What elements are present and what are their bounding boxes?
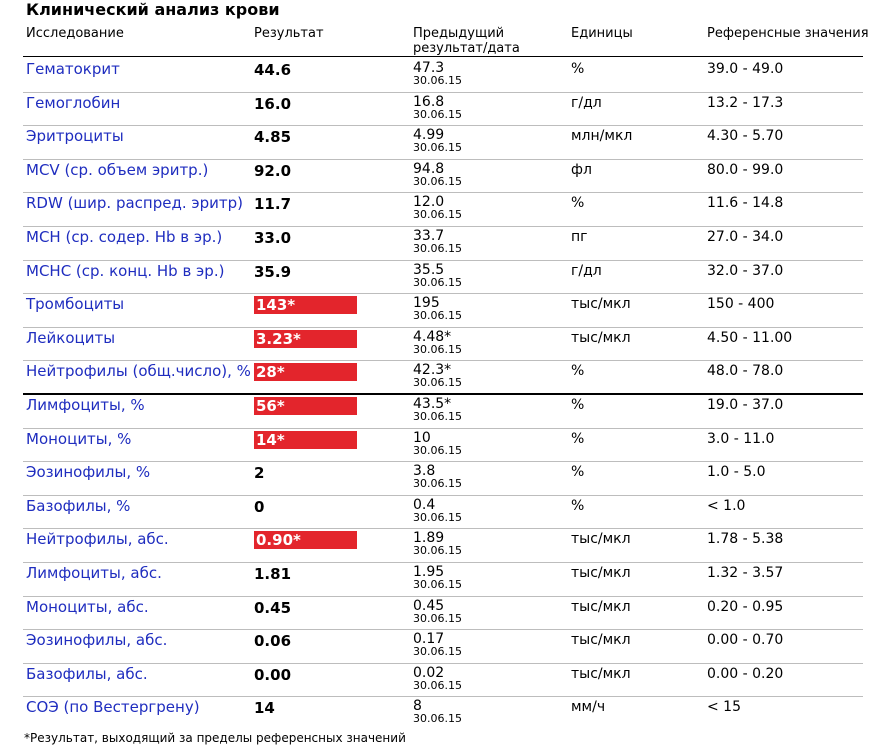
- header-divider: [23, 56, 863, 57]
- test-name: MCHC (ср. конц. Hb в эр.): [26, 262, 225, 280]
- previous-result: 94.8: [413, 161, 445, 177]
- row-divider: [23, 327, 863, 328]
- previous-result: 10: [413, 430, 431, 446]
- reference-range: 0.00 - 0.20: [707, 666, 784, 682]
- test-result: 33.0: [254, 229, 292, 247]
- test-name: MCV (ср. объем эритр.): [26, 161, 209, 179]
- previous-date: 30.06.15: [413, 511, 462, 524]
- previous-result: 0.17: [413, 631, 445, 647]
- units-value: тыс/мкл: [571, 531, 631, 547]
- flagged-result: 28*: [254, 363, 357, 381]
- units-value: %: [571, 498, 585, 514]
- units-value: г/дл: [571, 263, 602, 279]
- test-name: Моноциты, абс.: [26, 598, 149, 616]
- reference-range: 39.0 - 49.0: [707, 61, 784, 77]
- test-name: Нейтрофилы, абс.: [26, 530, 169, 548]
- units-value: %: [571, 431, 585, 447]
- units-value: тыс/мкл: [571, 599, 631, 615]
- test-name: Эритроциты: [26, 127, 124, 145]
- flagged-result: 3.23*: [254, 330, 357, 348]
- row-divider: [23, 159, 863, 160]
- flagged-result: 56*: [254, 397, 357, 415]
- header-units: Единицы: [571, 26, 633, 41]
- previous-date: 30.06.15: [413, 544, 462, 557]
- previous-date: 30.06.15: [413, 679, 462, 692]
- test-result: 0.00: [254, 666, 292, 684]
- previous-result: 33.7: [413, 228, 445, 244]
- row-divider: [23, 596, 863, 597]
- previous-date: 30.06.15: [413, 343, 462, 356]
- row-divider: [23, 293, 863, 294]
- flagged-result: 14*: [254, 431, 357, 449]
- test-name: Эозинофилы, абс.: [26, 631, 168, 649]
- previous-result: 0.4: [413, 497, 436, 513]
- test-name: Моноциты, %: [26, 430, 132, 448]
- test-result: 0.06: [254, 632, 292, 650]
- test-name: Лимфоциты, %: [26, 396, 145, 414]
- reference-range: 0.20 - 0.95: [707, 599, 784, 615]
- previous-result: 0.45: [413, 598, 445, 614]
- previous-result: 4.99: [413, 127, 445, 143]
- units-value: тыс/мкл: [571, 296, 631, 312]
- reference-range: 32.0 - 37.0: [707, 263, 784, 279]
- test-name: RDW (шир. распред. эритр): [26, 194, 243, 212]
- test-name: Лимфоциты, абс.: [26, 564, 162, 582]
- previous-date: 30.06.15: [413, 376, 462, 389]
- row-divider: [23, 92, 863, 93]
- previous-date: 30.06.15: [413, 208, 462, 221]
- previous-date: 30.06.15: [413, 477, 462, 490]
- units-value: %: [571, 61, 585, 77]
- previous-date: 30.06.15: [413, 712, 462, 725]
- test-result: 2: [254, 464, 265, 482]
- units-value: %: [571, 464, 585, 480]
- test-name: Базофилы, абс.: [26, 665, 148, 683]
- reference-range: 27.0 - 34.0: [707, 229, 784, 245]
- previous-result: 42.3*: [413, 362, 452, 378]
- previous-result: 43.5*: [413, 396, 452, 412]
- previous-date: 30.06.15: [413, 410, 462, 423]
- previous-result: 16.8: [413, 94, 445, 110]
- previous-result: 4.48*: [413, 329, 452, 345]
- test-name: Тромбоциты: [26, 295, 125, 313]
- previous-date: 30.06.15: [413, 612, 462, 625]
- test-result: 1.81: [254, 565, 292, 583]
- reference-range: 1.32 - 3.57: [707, 565, 784, 581]
- test-name: Эозинофилы, %: [26, 463, 151, 481]
- units-value: пг: [571, 229, 588, 245]
- test-name: СОЭ (по Вестергрену): [26, 698, 200, 716]
- footnote: *Результат, выходящий за пределы референсных значений: [24, 731, 406, 745]
- test-name: MCH (ср. содер. Hb в эр.): [26, 228, 223, 246]
- previous-result: 195: [413, 295, 440, 311]
- flagged-result: 0.90*: [254, 531, 357, 549]
- report-title: Клинический анализ крови: [26, 0, 280, 19]
- previous-date: 30.06.15: [413, 74, 462, 87]
- units-value: тыс/мкл: [571, 666, 631, 682]
- previous-result: 47.3: [413, 60, 445, 76]
- header-result: Результат: [254, 26, 324, 41]
- test-result: 35.9: [254, 263, 292, 281]
- header-reference: Референсные значения: [707, 26, 869, 41]
- reference-range: 13.2 - 17.3: [707, 95, 784, 111]
- previous-date: 30.06.15: [413, 108, 462, 121]
- previous-date: 30.06.15: [413, 276, 462, 289]
- units-value: г/дл: [571, 95, 602, 111]
- units-value: %: [571, 195, 585, 211]
- units-value: %: [571, 397, 585, 413]
- units-value: %: [571, 363, 585, 379]
- test-name: Базофилы, %: [26, 497, 131, 515]
- test-name: Гемоглобин: [26, 94, 121, 112]
- units-value: мм/ч: [571, 699, 606, 715]
- row-divider: [23, 428, 863, 429]
- reference-range: 11.6 - 14.8: [707, 195, 784, 211]
- previous-result: 1.89: [413, 530, 445, 546]
- test-result: 44.6: [254, 61, 292, 79]
- test-name: Гематокрит: [26, 60, 120, 78]
- test-result: 92.0: [254, 162, 292, 180]
- units-value: тыс/мкл: [571, 330, 631, 346]
- previous-date: 30.06.15: [413, 645, 462, 658]
- reference-range: 80.0 - 99.0: [707, 162, 784, 178]
- units-value: тыс/мкл: [571, 632, 631, 648]
- row-divider: [23, 495, 863, 496]
- reference-range: 19.0 - 37.0: [707, 397, 784, 413]
- test-result: 4.85: [254, 128, 292, 146]
- previous-result: 3.8: [413, 463, 436, 479]
- header-previous-date: результат/дата: [413, 41, 520, 56]
- test-result: 16.0: [254, 95, 292, 113]
- previous-result: 0.02: [413, 665, 445, 681]
- test-result: 14: [254, 699, 275, 717]
- previous-result: 35.5: [413, 262, 445, 278]
- row-divider: [23, 393, 863, 395]
- test-result: 0: [254, 498, 265, 516]
- test-result: 0.45: [254, 599, 292, 617]
- test-result: 11.7: [254, 195, 292, 213]
- row-divider: [23, 562, 863, 563]
- previous-date: 30.06.15: [413, 309, 462, 322]
- reference-range: 1.0 - 5.0: [707, 464, 766, 480]
- test-name: Нейтрофилы (общ.число), %: [26, 362, 251, 380]
- reference-range: 4.50 - 11.00: [707, 330, 793, 346]
- reference-range: < 1.0: [707, 498, 746, 514]
- previous-date: 30.06.15: [413, 175, 462, 188]
- reference-range: 0.00 - 0.70: [707, 632, 784, 648]
- previous-result: 12.0: [413, 194, 445, 210]
- reference-range: 4.30 - 5.70: [707, 128, 784, 144]
- reference-range: 1.78 - 5.38: [707, 531, 784, 547]
- reference-range: 48.0 - 78.0: [707, 363, 784, 379]
- test-name: Лейкоциты: [26, 329, 116, 347]
- header-previous: Предыдущий: [413, 26, 505, 41]
- row-divider: [23, 226, 863, 227]
- reference-range: < 15: [707, 699, 741, 715]
- reference-range: 150 - 400: [707, 296, 775, 312]
- row-divider: [23, 663, 863, 664]
- flagged-result: 143*: [254, 296, 357, 314]
- reference-range: 3.0 - 11.0: [707, 431, 775, 447]
- previous-date: 30.06.15: [413, 578, 462, 591]
- previous-date: 30.06.15: [413, 444, 462, 457]
- header-test: Исследование: [26, 26, 124, 41]
- units-value: млн/мкл: [571, 128, 633, 144]
- previous-date: 30.06.15: [413, 242, 462, 255]
- previous-date: 30.06.15: [413, 141, 462, 154]
- previous-result: 8: [413, 698, 422, 714]
- units-value: тыс/мкл: [571, 565, 631, 581]
- previous-result: 1.95: [413, 564, 445, 580]
- units-value: фл: [571, 162, 592, 178]
- row-divider: [23, 260, 863, 261]
